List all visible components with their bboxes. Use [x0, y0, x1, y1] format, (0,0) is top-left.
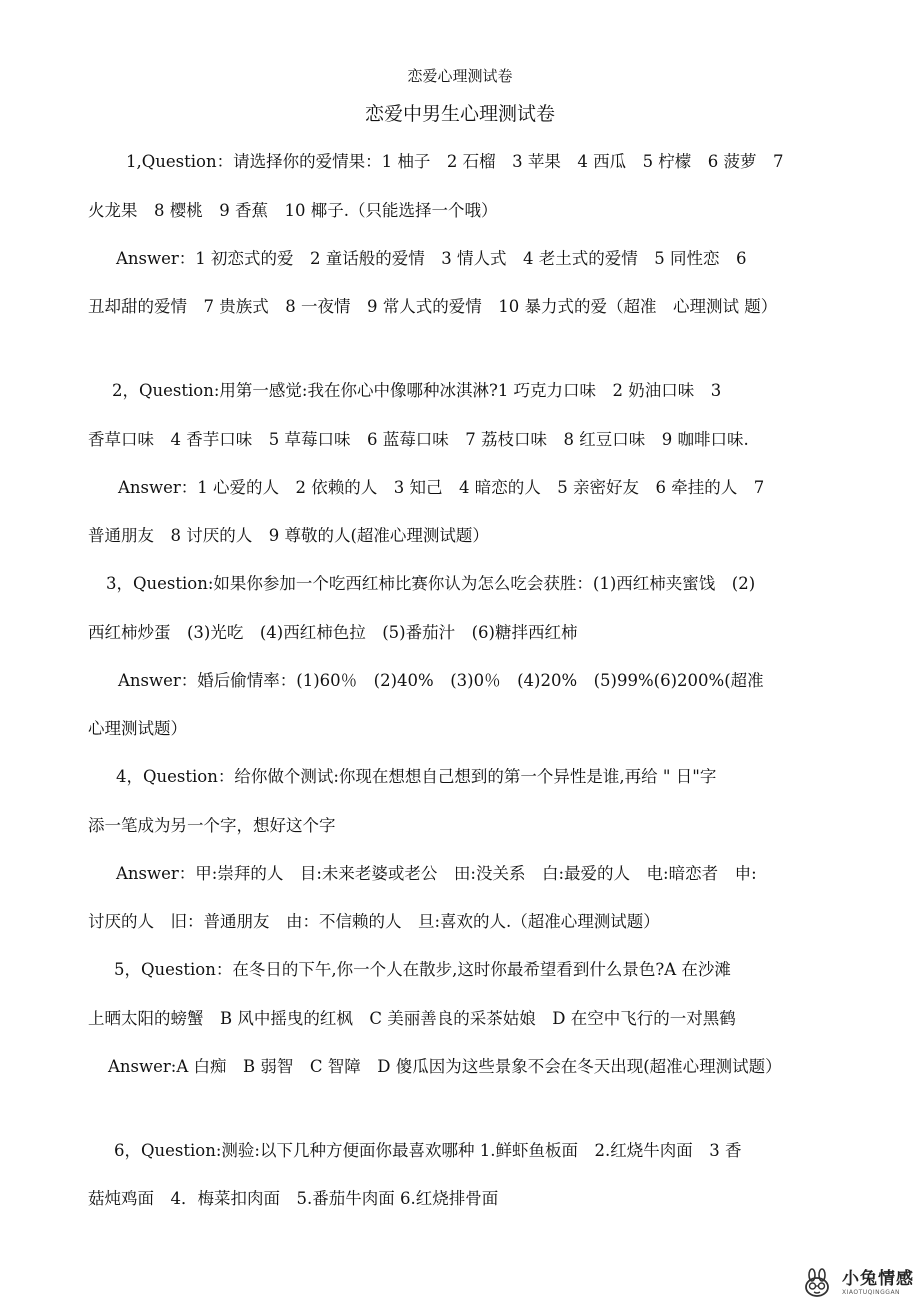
watermark-name: 小兔情感	[842, 1269, 914, 1289]
text-line: Answer：甲:崇拜的人 目:未来老婆或老公 田:没关系 白:最爱的人 电:暗恋者 申:	[116, 864, 757, 883]
text-line: 讨厌的人 旧：普通朋友 由：不信赖的人 旦:喜欢的人.（超准心理测试题）	[88, 912, 660, 931]
text-line: 添一笔成为另一个字，想好这个字	[88, 816, 336, 835]
rabbit-logo-icon	[800, 1268, 836, 1298]
watermark	[800, 1268, 914, 1298]
text-line: Answer：1 心爱的人 2 依赖的人 3 知己 4 暗恋的人 5 亲密好友 6 牵挂的人 7	[118, 478, 765, 497]
text-line: 丑却甜的爱情 7 贵族式 8 一夜情 9 常人式的爱情 10 暴力式的爱（超准 心理测试 题）	[88, 297, 778, 316]
document-title: 恋爱中男生心理测试卷	[364, 103, 555, 125]
text-line: 菇炖鸡面 4．梅菜扣肉面 5.番茄牛肉面 6.红烧排骨面	[88, 1189, 499, 1208]
text-line: Answer：婚后偷情率：(1)60％ (2)40% (3)0％ (4)20% (5)99%(6)200%(超准	[118, 671, 764, 690]
text-line: Answer：1 初恋式的爱 2 童话般的爱情 3 情人式 4 老土式的爱情 5 同性恋 6	[116, 249, 747, 268]
text-line: 3，Question:如果你参加一个吃西红柿比赛你认为怎么吃会获胜：(1)西红柿夹蜜饯 (2)	[106, 574, 756, 593]
watermark-text	[842, 1269, 914, 1297]
text-line: 6，Question:测验:以下几种方便面你最喜欢哪种 1.鲜虾鱼板面 2.红烧牛肉面 3 香	[114, 1141, 742, 1160]
text-line: 西红柿炒蛋 (3)光吃 (4)西红柿色拉 (5)番茄汁 (6)糖拌西红柿	[88, 623, 578, 642]
watermark-subtitle: XIAOTUQINGGAN	[842, 1289, 901, 1296]
text-line: 香草口味 4 香芋口味 5 草莓口味 6 蓝莓口味 7 荔枝口味 8 红豆口味 9 咖啡口味.	[88, 430, 749, 449]
text-line: 火龙果 8 樱桃 9 香蕉 10 椰子.（只能选择一个哦）	[88, 201, 498, 220]
text-line: 心理测试题）	[88, 719, 187, 738]
text-line: 上晒太阳的螃蟹 B 风中摇曳的红枫 C 美丽善良的采茶姑娘 D 在空中飞行的一对黑鹤	[88, 1009, 736, 1028]
text-line: 4，Question：给你做个测试:你现在想想自己想到的第一个异性是谁,再给 " 日"字	[116, 767, 717, 786]
text-line: 1,Question：请选择你的爱情果：1 柚子 2 石榴 3 苹果 4 西瓜 5 柠檬 6 菠萝 7	[126, 152, 784, 171]
text-line: 普通朋友 8 讨厌的人 9 尊敬的人(超准心理测试题）	[88, 526, 489, 545]
text-line: Answer:A 白痴 B 弱智 C 智障 D 傻瓜因为这些景象不会在冬天出现(超准心理测试题）	[108, 1057, 782, 1076]
text-line: 5，Question：在冬日的下午,你一个人在散步,这时你最希望看到什么景色?A 在沙滩	[114, 960, 731, 979]
document-header: 恋爱心理测试卷	[407, 67, 513, 85]
text-line: 2，Question:用第一感觉:我在你心中像哪种冰淇淋?1 巧克力口味 2 奶油口味 3	[112, 381, 722, 400]
